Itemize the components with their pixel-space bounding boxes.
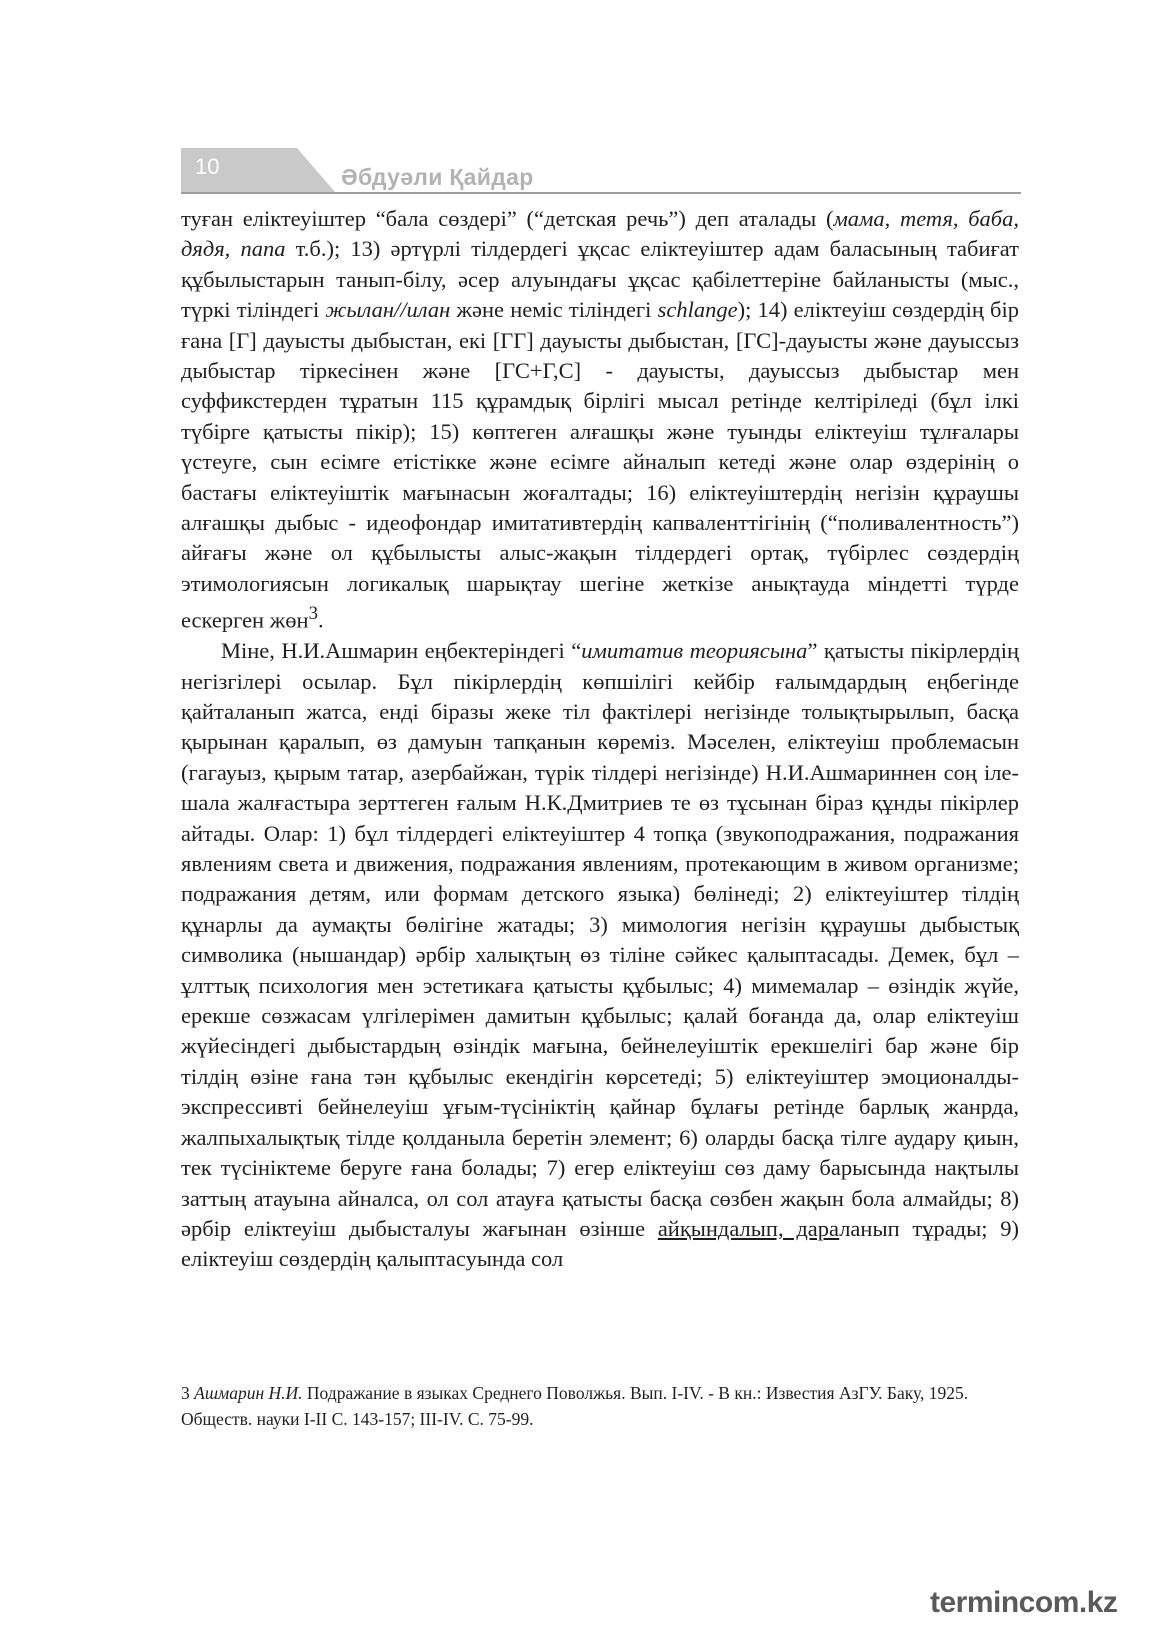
footnote: [181, 1380, 1019, 1432]
underlined-text: айқындалып, дара: [657, 1215, 840, 1241]
paragraph-1: [181, 204, 1019, 636]
text-run: және неміс тіліндегі: [450, 297, 658, 323]
header-wedge: [273, 148, 335, 192]
watermark-logo: [930, 1586, 1130, 1626]
page-header: [181, 148, 1021, 196]
running-title: Әбдуәли Қайдар: [341, 164, 534, 190]
text-run: туған еліктеуіштер “бала сөздері” (“детская речь”) деп аталады (: [181, 206, 834, 231]
italic-examples: мама, тетя, баба, дядя, папа: [181, 206, 1019, 262]
text-run: Міне, Н.И.Ашмарин еңбектеріндегі “: [221, 638, 582, 664]
text-run: ); 14) еліктеуіш сөздердің бір ғана [Г] дауысты дыбыстан, екі [ГГ] дауысты дыбыстан, [ГС]-дауысты және дауыссыз дыбыстар тіркесінен және [ГС+Г,С] - дауысты, дауыссыз дыбыстар мен суффикстерден тұратын 115 құрамдық бірлігі мысал ретінде келтіріледі (бұл ілкі түбірге қатысты пікір); 15) көптеген алғашқы және туынды еліктеуіш тұлғалары үстеуге, сын есімге етістікке және есімге айналып кетеді және олар өздерінің о бастағы еліктеуіштік мағынасын жоғалтады; 16) еліктеуіштердің негізін құраушы алғашқы дыбыс - идеофондар имитативтердің капваленттігінің (“поливалентность”) айғағы және ол құбылысты алыс-жақын тілдердегі ортақ, түбірлес сөздердің этимологиясын логикалық шарықтау шегіне жеткізе анықтауда міндетті түрде ескерген жөн: [181, 297, 1019, 633]
text-run: .: [317, 607, 324, 633]
italic-term: имитатив теориясына: [581, 638, 808, 664]
italic-word: schlange: [657, 297, 738, 323]
page-number-block: [181, 148, 273, 192]
footnote-author: Ашмарин Н.И.: [194, 1383, 303, 1403]
paragraph-2: [181, 636, 1019, 1275]
footnote-ref: 3: [308, 603, 318, 625]
watermark-text: termincom.kz: [930, 1586, 1118, 1619]
footnote-text: Подражание в языках Среднего Поволжья. Вып. I-IV. - В кн.: Известия АзГУ. Баку, 1925. Обществ. науки I-II С. 143-157; III-IV. С. 75-99.: [181, 1383, 969, 1429]
text-run: т.б.); 13) әртүрлі тілдердегі ұқсас еліктеуіштер адам баласының табиғат құбылыстарын танып-білу, әсер алуындағы ұқсас қабілеттеріне байланысты (мыс., түркі тіліндегі: [181, 236, 1019, 323]
page-number: 10: [195, 154, 220, 179]
italic-word: жылан//илан: [325, 297, 451, 323]
footnote-number: 3: [181, 1383, 195, 1403]
body-text: [181, 204, 1019, 1275]
text-run: ланып тұрады; 9) еліктеуіш сөздердің қалыптасуында сол: [181, 1215, 1019, 1272]
text-run: ” қатысты пікірлердің негізгілері осылар. Бұл пікірлердің көпшілігі кейбір ғалымдардың еңбегінде қайталанып жатса, енді біразы жеке тіл фактілері негізінде толықтырылып, басқа қырынан қаралып, өз дамуын тапқанын көреміз. Мәселен, еліктеуіш проблемасын (гагауыз, қырым татар, азербайжан, түрік тілдері негізінде) Н.И.Ашмариннен соң іле-шала жалғастыра зерттеген ғалым Н.К.Дмитриев те өз тұсынан біраз құнды пікірлер айтады. Олар: 1) бұл тілдердегі еліктеуіштер 4 топқа (звукоподражания, подражания явлениям света и движения, подражания явлениям, протекающим в живом организме; подражания детям, или формам детского языка) бөлінеді; 2) еліктеуіштер тілдің құнарлы да аумақты бөлігіне жатады; 3) мимология негізін құраушы дыбыстық символика (нышандар) әрбір халықтың өз тіліне сәйкес қалыптасады. Демек, бұл – ұлттық психология мен эстетикаға қатысты құбылыс; 4) мимемалар – өзіндік жүйе, ерекше сөзжасам үлгілерімен дамитын құбылыс; қалай боғанда да, олар еліктеуіш жүйесіндегі дыбыстардың өзіндік мағына, бейнелеуіштік ерекшелігі бар және бір тілдің өзіне ғана тән құбылыс екендігін көрсетеді; 5) еліктеуіштер эмоционалды-экспрессивті бейнелеуіш ұғым-түсініктің қайнар бұлағы ретінде барлық жанрда, жалпыхалықтық тілде қолданыла беретін элемент; 6) оларды басқа тілге аудару қиын, тек түсініктеме беруге ғана болады; 7) егер еліктеуіш сөз даму барысында нақтылы заттың атауына айналса, ол сол атауға қатысты басқа сөзбен жақын бола алмайды; 8) әрбір еліктеуіш дыбысталуы жағынан өзінше: [181, 638, 1020, 1241]
header-rule: [181, 192, 1021, 194]
